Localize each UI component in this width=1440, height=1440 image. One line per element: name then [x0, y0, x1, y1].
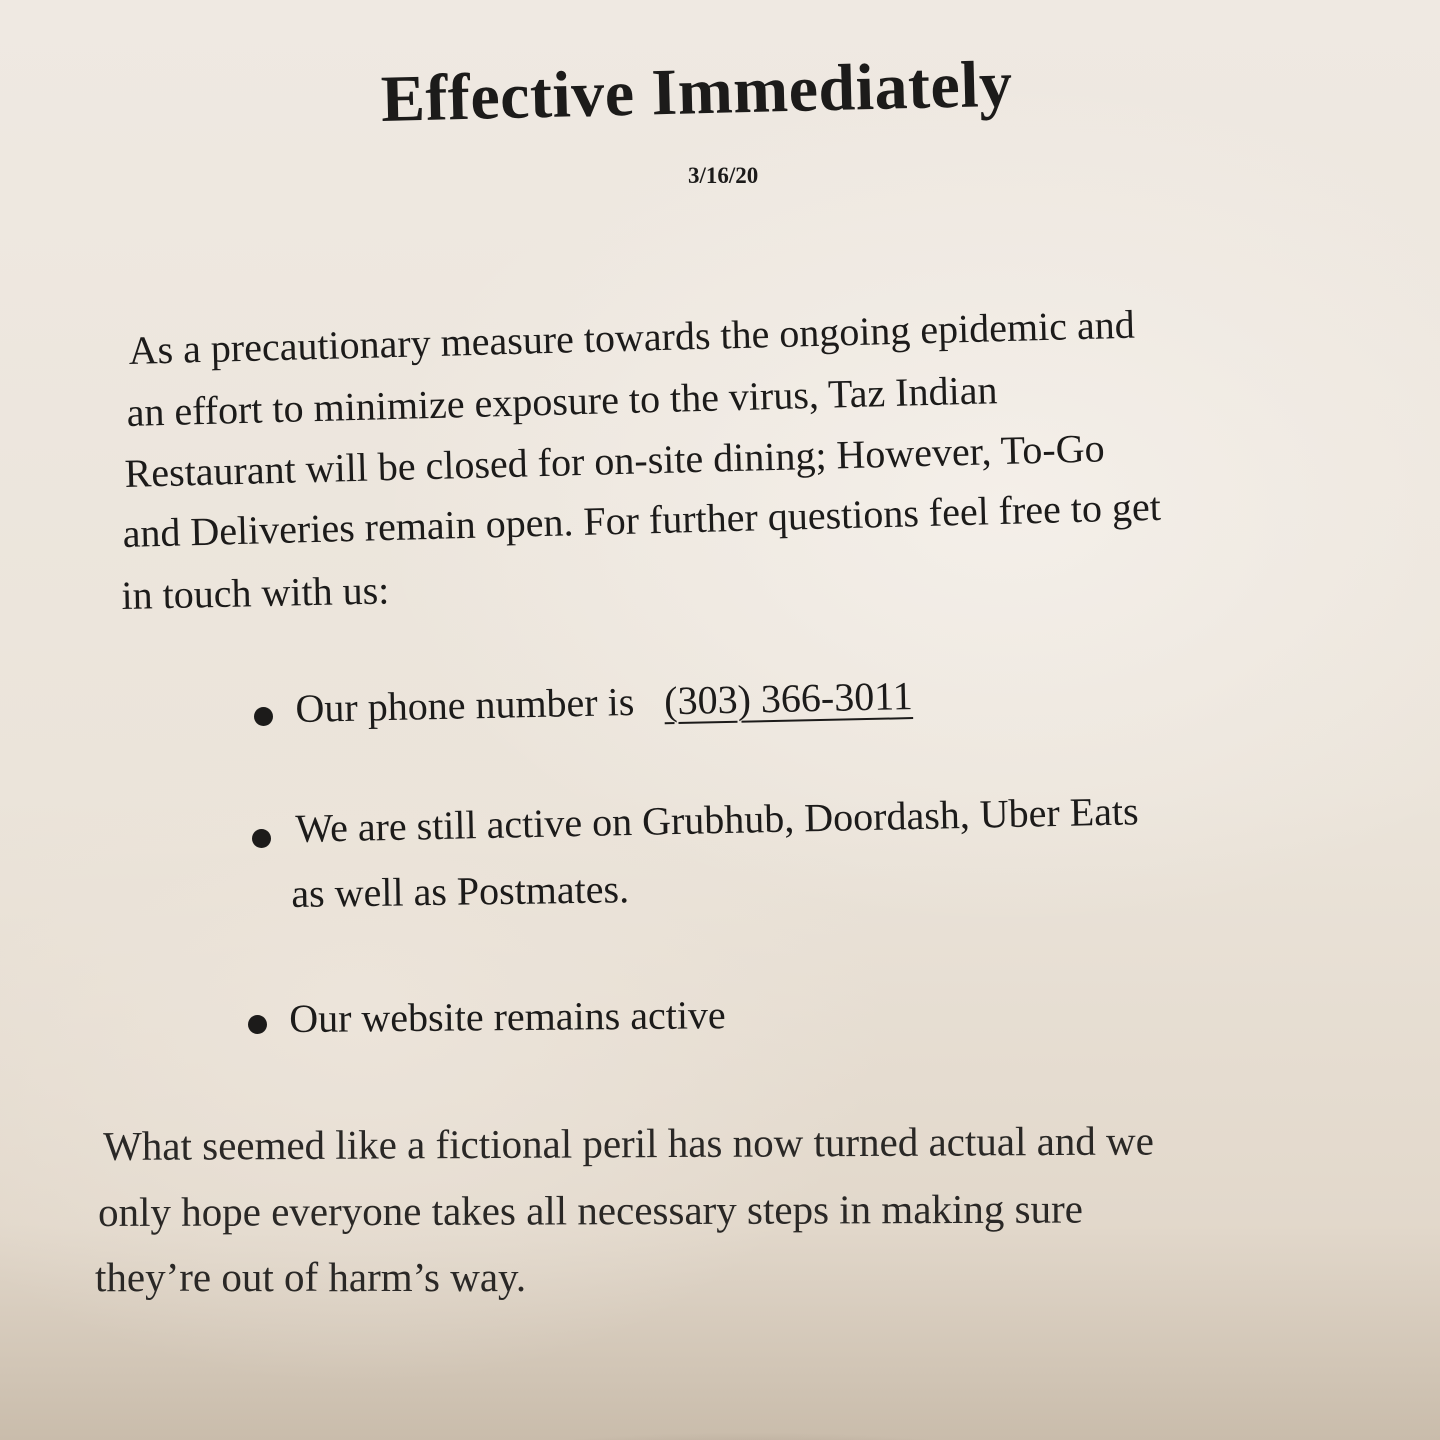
phone-line: [295, 672, 913, 732]
closing-line-3: they’re out of harm’s way.: [95, 1254, 527, 1300]
intro-line-3: Restaurant will be closed for on-site dining; However, To-Go: [124, 425, 1106, 496]
bullet-dot-icon: [254, 707, 273, 726]
phone-label: Our phone number is: [295, 678, 635, 731]
notice-title: Effective Immediately: [380, 47, 1014, 136]
intro-line-4: and Deliveries remain open. For further questions feel free to get: [122, 483, 1162, 556]
intro-line-2: an effort to minimize exposure to the virus, Taz Indian: [126, 367, 998, 435]
closing-line-1: What seemed like a fictional peril has now turned actual and we: [103, 1117, 1155, 1169]
delivery-line-2: as well as Postmates.: [291, 866, 630, 916]
phone-number-link[interactable]: (303) 366-3011: [663, 673, 914, 724]
notice-date: 3/16/20: [688, 163, 759, 188]
intro-line-5: in touch with us:: [121, 567, 390, 618]
intro-line-1: As a precautionary measure towards the ongoing epidemic and: [128, 301, 1136, 373]
bullet-dot-icon: [252, 829, 271, 848]
closing-line-2: only hope everyone takes all necessary steps in making sure: [98, 1185, 1084, 1235]
website-line: Our website remains active: [289, 992, 726, 1041]
page-shadow: [200, 1340, 1300, 1440]
bullet-dot-icon: [248, 1015, 267, 1034]
delivery-line-1: We are still active on Grubhub, Doordash, Uber Eats: [295, 788, 1139, 851]
